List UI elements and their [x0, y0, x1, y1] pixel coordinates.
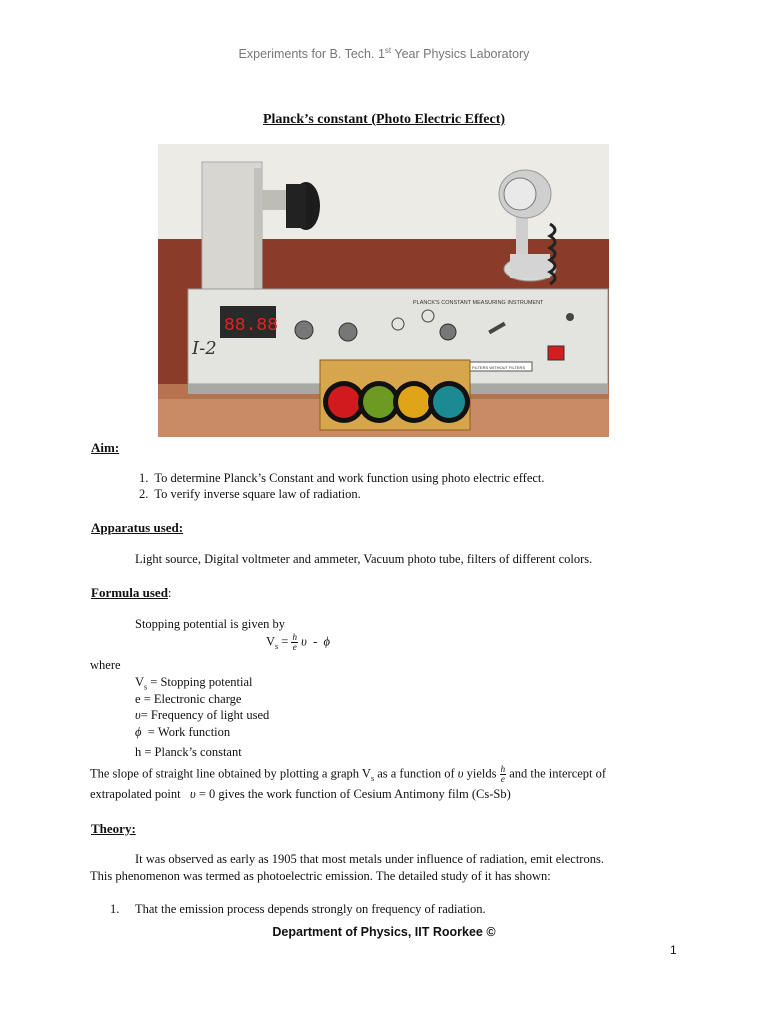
formula-heading-text: Formula used — [91, 585, 168, 600]
theory-item-text: That the emission process depends strongly on frequency of radiation. — [135, 902, 486, 916]
def-symbol: υ — [135, 708, 141, 722]
eq-fraction — [291, 633, 298, 652]
def-symbol: ϕ — [135, 725, 142, 739]
document-title: Planck’s constant (Photo Electric Effect) — [262, 112, 506, 127]
running-header — [0, 46, 768, 61]
header-text: Experiments for B. Tech. 1 — [238, 47, 385, 62]
def-sub: s — [144, 682, 148, 692]
page-footer: Department of Physics, IIT Roorkee © — [272, 925, 496, 939]
eq-lhs: V — [266, 634, 276, 649]
slope-denominator: e — [500, 774, 505, 784]
def-symbol: h — [135, 745, 142, 759]
slope-text-d: and the intercept of — [506, 766, 607, 781]
theory-para-line2: This phenomenon was termed as photoelectric emission. The detailed study of it has shown: — [90, 869, 551, 883]
theory-para-line1: It was observed as early as 1905 that most metals under influence of radiation, emit electrons. — [135, 852, 604, 866]
intercept-nu: υ — [189, 787, 196, 801]
theory-item-number: 1. — [110, 902, 120, 916]
eq-numerator: h — [292, 632, 297, 642]
panel-label: PLANCK'S CONSTANT MEASURING INSTRUMENT — [413, 300, 544, 306]
def-text: = Planck’s constant — [141, 745, 242, 759]
eq-nu: υ — [301, 634, 307, 649]
aim-heading: Aim: — [91, 440, 120, 455]
slope-text-c: yields — [463, 766, 500, 781]
aim-item-2: 2. To verify inverse square law of radiation. — [139, 487, 361, 501]
slope-text-b: as a function of — [374, 766, 458, 781]
def-symbol: V — [135, 675, 145, 689]
slope-sentence — [90, 765, 606, 784]
eq-denominator: e — [292, 642, 297, 652]
apparatus-heading: Apparatus used: — [91, 520, 184, 535]
formula-equation — [266, 633, 330, 652]
apparatus-illustration — [158, 144, 609, 437]
intercept-sentence — [90, 787, 511, 802]
def-vs — [135, 675, 252, 692]
aim-item-1: 1. To determine Planck’s Constant and work function using photo electric effect. — [139, 471, 545, 485]
intercept-text-a: extrapolated point — [90, 787, 190, 801]
def-h — [135, 745, 242, 760]
formula-heading-colon: : — [167, 585, 172, 600]
aim-item-1-text: To determine Planck’s Constant and work function using photo electric effect. — [154, 471, 545, 485]
theory-heading: Theory: — [91, 821, 136, 836]
apparatus-photo — [158, 144, 609, 437]
def-text: = Frequency of light used — [140, 708, 270, 722]
eq-phi: ϕ — [323, 634, 330, 649]
def-text: = Stopping potential — [147, 675, 253, 689]
eq-equals: = — [278, 634, 292, 649]
def-e — [135, 692, 241, 707]
formula-intro: Stopping potential is given by — [135, 617, 285, 631]
aim-item-2-text: To verify inverse square law of radiation. — [154, 487, 361, 501]
page-number: 1 — [670, 943, 677, 957]
eq-lhs-sub: s — [275, 641, 279, 651]
def-text: = Electronic charge — [140, 692, 242, 706]
apparatus-text: Light source, Digital voltmeter and ammeter, Vacuum photo tube, filters of different colors. — [135, 552, 593, 566]
intercept-text-b: = 0 gives the work function of Cesium Antimony film (Cs-Sb) — [195, 787, 511, 801]
header-superscript: st — [384, 46, 392, 55]
def-phi — [135, 725, 230, 740]
eq-minus: - — [306, 634, 324, 649]
where-label: where — [90, 658, 121, 672]
header-text-rest: Year Physics Laboratory — [391, 47, 530, 62]
def-nu — [135, 708, 269, 723]
handwritten-tag: I-2 — [192, 338, 217, 359]
display-readout: 88.88 — [224, 316, 279, 336]
def-symbol: e — [135, 692, 141, 706]
slope-text-a: The slope of straight line obtained by plotting a graph V — [90, 766, 371, 781]
formula-heading — [91, 585, 172, 601]
slope-nu: υ — [457, 766, 464, 781]
theory-item-1 — [110, 902, 486, 917]
slope-numerator: h — [500, 764, 506, 774]
slope-sub: s — [370, 773, 375, 783]
def-text: = Work function — [141, 725, 231, 739]
filter-label: FILTERS WITHOUT FILTERS — [472, 365, 526, 370]
